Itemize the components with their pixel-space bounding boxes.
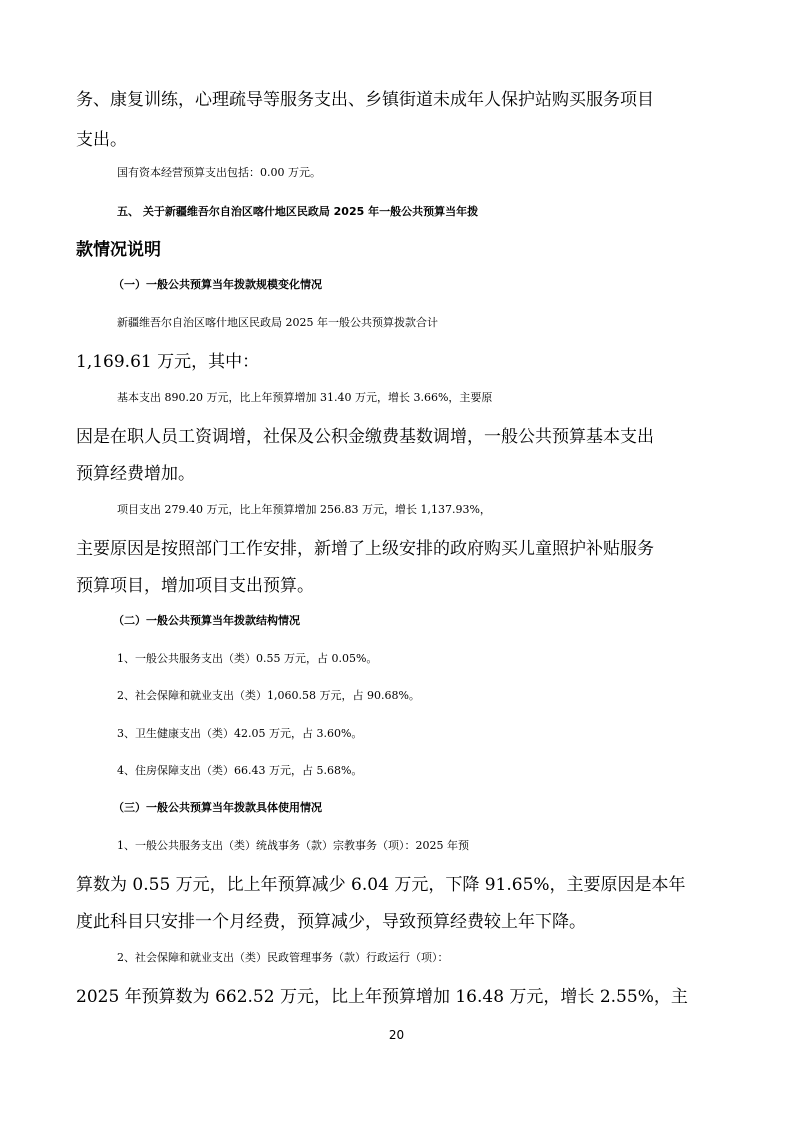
text-line: 主要原因是按照部门工作安排，新增了上级安排的政府购买儿童照护补贴服务 [76,539,654,559]
subsection-heading: （三）一般公共预算当年拨款具体使用情况 [113,801,322,814]
section-heading: 五、 关于新疆维吾尔自治区喀什地区民政局 2025 年一般公共预算当年拨 [117,205,479,218]
page-number: 20 [388,1028,405,1042]
text-line: 项目支出 279.40 万元，比上年预算增加 256.83 万元，增长 1,137.93%， [117,503,491,516]
section-heading-cont: 款情况说明 [76,240,161,260]
text-line: 算数为 0.55 万元，比上年预算减少 6.04 万元，下降 91.65%，主要原因是本年 [76,875,686,895]
text-line: 2025 年预算数为 662.52 万元，比上年预算增加 16.48 万元，增长 2.55%，主 [76,987,688,1007]
text-line: 支出。 [76,130,127,150]
subsection-heading: （二）一般公共预算当年拨款结构情况 [113,614,300,627]
text-line: 国有资本经营预算支出包括：0.00 万元。 [117,166,321,179]
text-line: 预算经费增加。 [76,464,195,484]
text-line: 1、一般公共服务支出（类）统战事务（款）宗教事务（项）：2025 年预 [117,839,469,852]
text-line: 新疆维吾尔自治区喀什地区民政局 2025 年一般公共预算拨款合计 [117,316,438,329]
text-line: 1,169.61 万元，其中： [76,352,260,372]
list-item: 3、卫生健康支出（类）42.05 万元，占 3.60%。 [117,727,363,740]
text-line: 基本支出 890.20 万元，比上年预算增加 31.40 万元，增长 3.66%，主要原 [117,391,493,404]
text-line: 预算项目，增加项目支出预算。 [76,576,314,596]
text-line: 度此科目只安排一个月经费，预算减少，导致预算经费较上年下降。 [76,912,586,932]
list-item: 1、一般公共服务支出（类）0.55 万元，占 0.05%。 [117,652,378,665]
text-line: 务、康复训练，心理疏导等服务支出、乡镇街道未成年人保护站购买服务项目 [76,90,654,110]
text-line: 因是在职人员工资调增，社保及公积金缴费基数调增，一般公共预算基本支出 [76,427,654,447]
subsection-heading: （一）一般公共预算当年拨款规模变化情况 [113,278,322,291]
list-item: 4、住房保障支出（类）66.43 万元，占 5.68%。 [117,764,363,777]
list-item: 2、社会保障和就业支出（类）1,060.58 万元，占 90.68%。 [117,689,420,702]
text-line: 2、社会保障和就业支出（类）民政管理事务（款）行政运行（项）： [117,951,449,964]
